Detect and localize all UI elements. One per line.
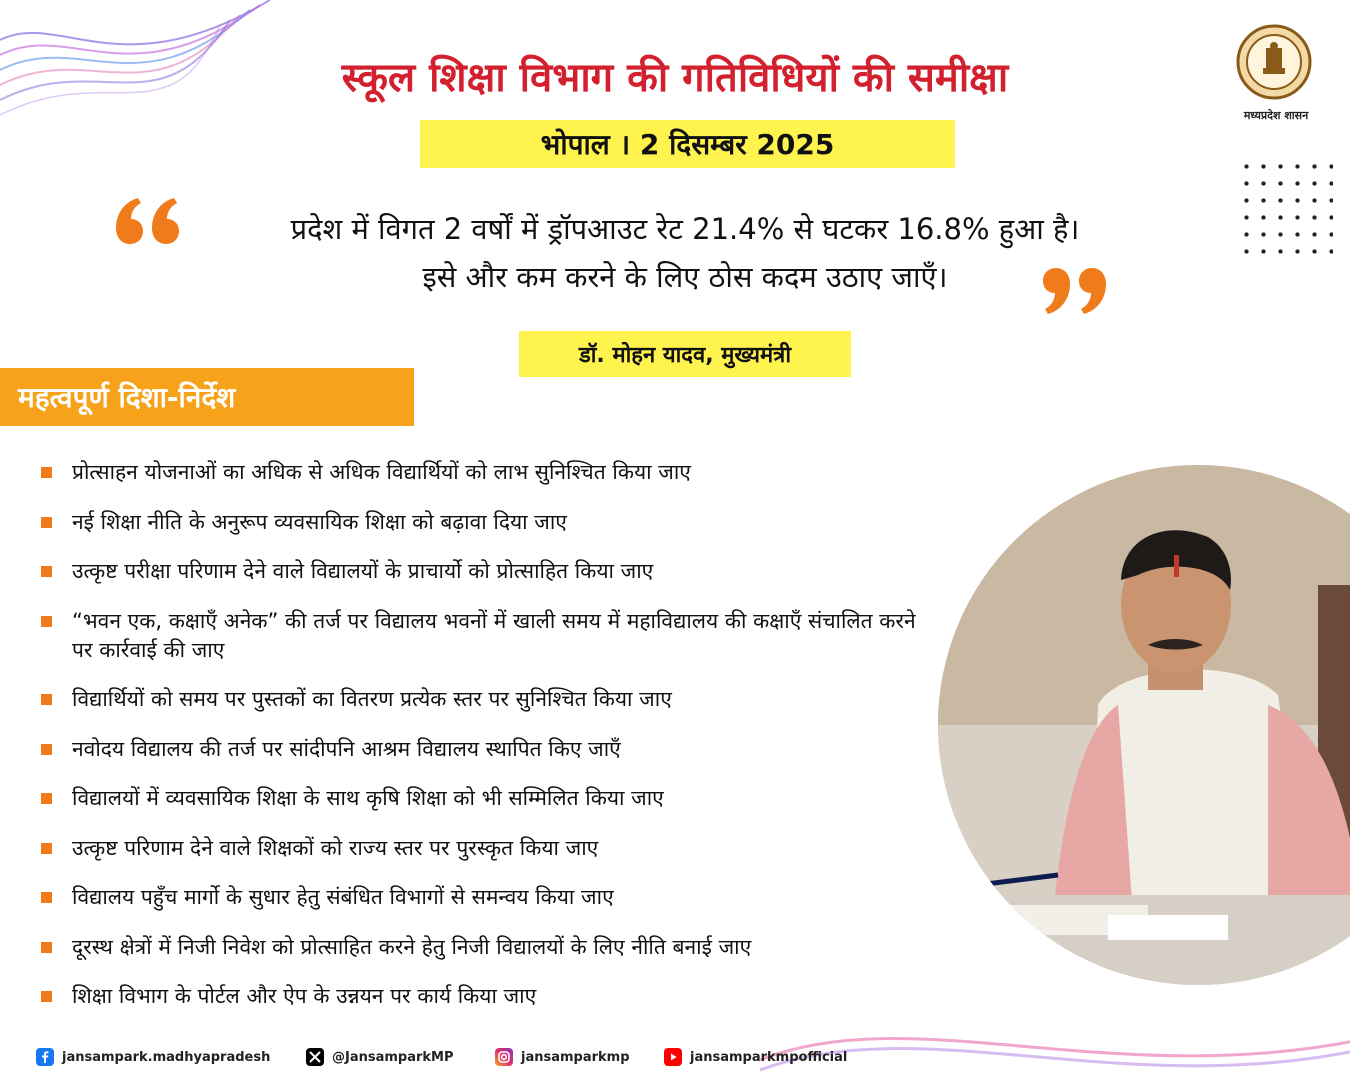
guideline-text: दूरस्थ क्षेत्रों में निजी निवेश को प्रोत्साहित करने हेतु निजी विद्यालयों के लिए नीति बनाई जाए <box>72 934 752 959</box>
list-item <box>38 508 958 537</box>
list-item <box>38 834 958 863</box>
bullet-square-icon <box>41 991 52 1002</box>
youtube-link[interactable] <box>664 1048 847 1066</box>
guideline-text: उत्कृष्ट परिणाम देने वाले शिक्षकों को राज्य स्तर पर पुरस्कृत किया जाए <box>72 835 599 860</box>
list-item <box>38 883 958 912</box>
x-link[interactable] <box>306 1048 454 1066</box>
bullet-square-icon <box>41 467 52 478</box>
list-item <box>38 557 958 586</box>
youtube-handle: jansamparkmpofficial <box>690 1049 848 1065</box>
date-line: भोपाल । 2 दिसम्बर 2025 <box>540 128 835 161</box>
section-title: महत्वपूर्ण दिशा-निर्देश <box>18 381 236 414</box>
quote-text <box>185 205 1185 301</box>
guideline-text: नई शिक्षा नीति के अनुरूप व्यवसायिक शिक्षा को बढ़ावा दिया जाए <box>72 509 567 534</box>
x-handle: @JansamparkMP <box>332 1049 454 1065</box>
guideline-text: उत्कृष्ट परीक्षा परिणाम देने वाले विद्यालयों के प्राचार्यो को प्रोत्साहित किया जाए <box>72 559 654 583</box>
bullet-square-icon <box>41 517 52 528</box>
guideline-text: विद्यालयों में व्यवसायिक शिक्षा के साथ कृषि शिक्षा को भी सम्मिलित किया जाए <box>72 786 664 810</box>
bullet-square-icon <box>41 744 52 755</box>
list-item <box>38 685 958 714</box>
bullet-square-icon <box>41 616 52 627</box>
list-item <box>38 784 958 813</box>
guidelines-list <box>38 458 958 1032</box>
chief-minister-photo <box>938 465 1350 985</box>
guideline-text: “भवन एक, कक्षाएँ अनेक” की तर्ज पर विद्यालय भवनों में खाली समय में महाविद्यालय की कक्षाएँ संचालित करने पर कार्रवाई की जाए <box>72 608 916 662</box>
list-item <box>38 735 958 764</box>
decorative-dot-grid <box>1238 158 1333 263</box>
facebook-link[interactable] <box>36 1048 270 1066</box>
mp-government-emblem-icon <box>1236 24 1312 100</box>
bullet-square-icon <box>41 566 52 577</box>
quote-line-2: इसे और कम करने के लिए ठोस कदम उठाए जाएँ। <box>422 260 948 294</box>
list-item <box>38 607 932 665</box>
quote-open-icon <box>110 190 182 250</box>
emblem-label: मध्यप्रदेश शासन <box>1243 109 1309 122</box>
quote-close-icon <box>1040 262 1112 322</box>
guideline-text: विद्यालय पहुँच मार्गो के सुधार हेतु संबंधित विभागों से समन्वय किया जाए <box>72 885 614 909</box>
bullet-square-icon <box>41 843 52 854</box>
list-item <box>38 458 958 487</box>
guideline-text: नवोदय विद्यालय की तर्ज पर सांदीपनि आश्रम विद्यालय स्थापित किए जाएँ <box>72 736 621 761</box>
instagram-link[interactable] <box>495 1048 630 1066</box>
section-header <box>0 368 414 426</box>
x-icon <box>306 1048 324 1066</box>
facebook-icon <box>36 1048 54 1066</box>
bullet-square-icon <box>41 892 52 903</box>
guideline-text: प्रोत्साहन योजनाओं का अधिक से अधिक विद्यार्थियों को लाभ सुनिश्चित किया जाए <box>72 460 691 484</box>
photo-illustration <box>938 465 1350 985</box>
footer-social-bar <box>0 1038 1350 1080</box>
guideline-text: विद्यार्थियों को समय पर पुस्तकों का वितरण प्रत्येक स्तर पर सुनिश्चित किया जाए <box>72 687 672 711</box>
quote-author: डॉ. मोहन यादव, मुख्यमंत्री <box>578 343 792 368</box>
youtube-icon <box>664 1048 682 1066</box>
guideline-text: शिक्षा विभाग के पोर्टल और ऐप के उन्नयन पर कार्य किया जाए <box>72 984 537 1008</box>
bullet-square-icon <box>41 793 52 804</box>
instagram-icon <box>495 1048 513 1066</box>
bullet-square-icon <box>41 942 52 953</box>
facebook-handle: jansampark.madhyapradesh <box>62 1049 271 1065</box>
page-title: स्कूल शिक्षा विभाग की गतिविधियों की समीक्षा <box>341 55 1009 101</box>
instagram-handle: jansamparkmp <box>521 1049 630 1065</box>
bullet-square-icon <box>41 694 52 705</box>
date-banner <box>420 120 955 168</box>
quote-line-1: प्रदेश में विगत 2 वर्षों में ड्रॉपआउट रेट 21.4% से घटकर 16.8% हुआ है। <box>290 212 1080 246</box>
quote-author-banner <box>519 331 851 377</box>
list-item <box>38 933 958 962</box>
